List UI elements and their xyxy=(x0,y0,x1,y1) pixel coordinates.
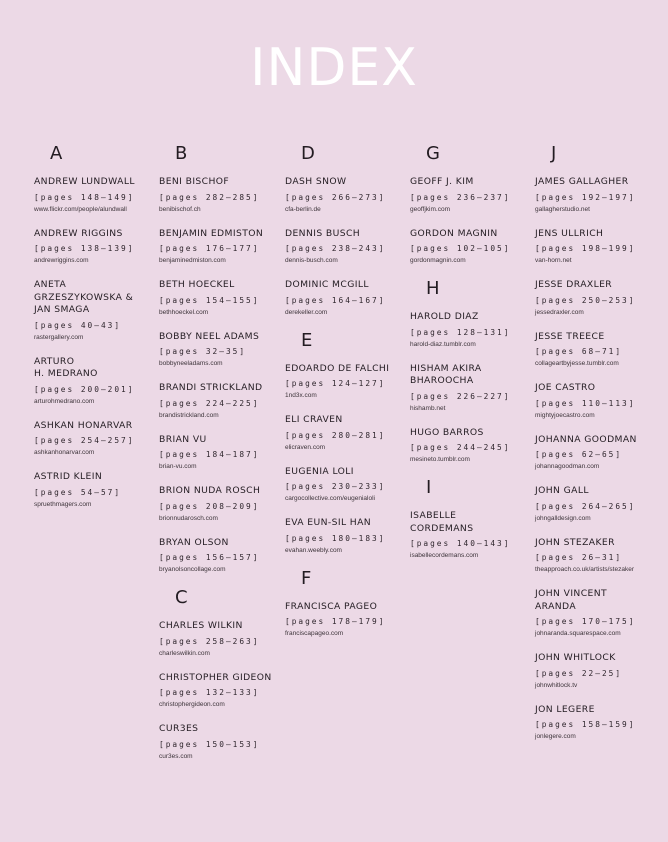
page-range: [pages 184–187] xyxy=(159,450,260,459)
index-entry-jesse-treece xyxy=(535,331,660,370)
artist-url: benibischof.ch xyxy=(159,205,201,213)
artist-url: cfa-berlin.de xyxy=(285,205,321,213)
artist-url: christophergideon.com xyxy=(159,701,225,708)
page-title: INDEX xyxy=(250,38,418,98)
index-entry-cur3es xyxy=(159,723,284,762)
artist-name: ANETA GRZESZYKOWSKA & JAN SMAGA xyxy=(34,279,134,315)
index-entry-charles-wilkin xyxy=(159,620,284,659)
artist-name: JOE CASTRO xyxy=(535,382,596,393)
index-entry-john-stezaker xyxy=(535,537,660,576)
page-range: [pages 264–265] xyxy=(535,501,636,511)
artist-name: HUGO BARROS xyxy=(410,426,484,438)
section-letter-j: J xyxy=(551,143,557,164)
index-entry-dennis-busch xyxy=(285,228,410,267)
index-entry-christopher-gideon xyxy=(159,672,284,711)
index-column-4 xyxy=(410,144,535,574)
page-range: [pages 154–155] xyxy=(159,295,260,305)
page-range: [pages 26–31] xyxy=(535,553,623,562)
artist-name: JOHANNA GOODMAN xyxy=(535,433,637,445)
artist-name: HAROLD DIAZ xyxy=(410,311,479,322)
index-entry-hugo-barros xyxy=(410,427,535,466)
artist-url: brian-vu.com xyxy=(159,463,197,470)
index-entry-geoff-j-kim xyxy=(410,176,535,215)
artist-url: brionnudarosch.com xyxy=(159,514,218,522)
page-range: [pages 224–225] xyxy=(159,398,260,408)
artist-url: cur3es.com xyxy=(159,752,193,760)
page-range: [pages 54–57] xyxy=(34,487,122,497)
index-entry-jens-ullrich xyxy=(535,228,660,267)
index-entry-andrew-riggins xyxy=(34,228,159,267)
artist-name: BRION NUDA ROSCH xyxy=(159,485,261,496)
index-entry-andrew-lundwall xyxy=(34,176,159,215)
artist-url: jonlegere.com xyxy=(535,733,576,740)
section-letter-c: C xyxy=(175,587,188,608)
index-entry-gordon-magnin xyxy=(410,228,535,267)
section-letter-h: H xyxy=(426,278,440,299)
index-entry-beni-bischof xyxy=(159,176,284,215)
artist-url: ashkanhonarvar.com xyxy=(34,449,95,456)
index-entry-eugenia-loli xyxy=(285,466,410,505)
artist-name: JOHN GALL xyxy=(535,485,589,496)
artist-url: johannagoodman.com xyxy=(535,463,600,470)
artist-url: johnwhitlock.tv xyxy=(535,681,578,689)
index-entry-dominic-mcgill xyxy=(285,279,410,318)
artist-url: hishamb.net xyxy=(410,404,446,412)
artist-name: BENI BISCHOF xyxy=(159,176,230,187)
artist-name: FRANCISCA PAGEO xyxy=(285,600,378,612)
artist-url: johnaranda.squarespace.com xyxy=(535,630,621,637)
artist-name: EVA EUN-SIL HAN xyxy=(285,517,372,528)
artist-name: JOHN STEZAKER xyxy=(535,536,615,548)
index-entry-beth-hoeckel xyxy=(159,279,284,318)
artist-url: arturohmedrano.com xyxy=(34,397,95,405)
index-column-3 xyxy=(285,144,410,652)
artist-url: van-horn.net xyxy=(535,257,572,264)
artist-name: JAMES GALLAGHER xyxy=(535,176,629,187)
page-range: [pages 250–253] xyxy=(535,295,636,305)
index-entry-isabelle-cordemans xyxy=(410,510,535,561)
index-entry-bobby-neel-adams xyxy=(159,331,284,370)
artist-name: JOHN WHITLOCK xyxy=(535,652,616,663)
artist-url: dennis-busch.com xyxy=(285,257,338,264)
artist-url: www.flickr.com/people/alundwall xyxy=(34,205,127,213)
page-range: [pages 176–177] xyxy=(159,244,260,253)
artist-name: EUGENIA LOLI xyxy=(285,465,354,477)
page-range: [pages 140–143] xyxy=(410,539,511,548)
artist-name: ELI CRAVEN xyxy=(285,414,343,425)
page-range: [pages 32–35] xyxy=(159,347,247,356)
artist-url: bryanolsoncollage.com xyxy=(159,566,226,573)
page-range: [pages 170–175] xyxy=(535,617,636,626)
artist-name: JESSE DRAXLER xyxy=(535,279,613,290)
artist-name: BETH HOECKEL xyxy=(159,279,235,290)
artist-name: CHARLES WILKIN xyxy=(159,620,243,631)
page-range: [pages 40–43] xyxy=(34,320,122,330)
page-range: [pages 266–273] xyxy=(285,192,386,202)
artist-url: harold-diaz.tumblr.com xyxy=(410,340,476,348)
artist-url: isabellecordemans.com xyxy=(410,552,479,559)
index-entry-james-gallagher xyxy=(535,176,660,215)
artist-url: gallagherstudio.net xyxy=(535,205,590,213)
artist-url: bobbyneeladams.com xyxy=(159,360,223,367)
index-entry-dash-snow xyxy=(285,176,410,215)
index-entry-bryan-olson xyxy=(159,537,284,576)
page-range: [pages 200–201] xyxy=(34,384,135,394)
artist-name: DENNIS BUSCH xyxy=(285,227,361,239)
page-range: [pages 102–105] xyxy=(410,244,511,253)
page-range: [pages 156–157] xyxy=(159,553,260,562)
page-range: [pages 68–71] xyxy=(535,347,623,356)
artist-name: JOHN VINCENT ARANDA xyxy=(535,588,608,612)
page-range: [pages 158–159] xyxy=(535,720,636,729)
page-range: [pages 132–133] xyxy=(159,688,260,697)
artist-name: JENS ULLRICH xyxy=(535,227,604,239)
artist-name: ANDREW LUNDWALL xyxy=(34,176,135,187)
index-entry-jesse-draxler xyxy=(535,279,660,318)
index-entry-astrid-klein xyxy=(34,471,159,510)
index-entry-harold-diaz xyxy=(410,311,535,350)
artist-name: BENJAMIN EDMISTON xyxy=(159,227,264,239)
index-entry-joe-castro xyxy=(535,382,660,421)
page-range: [pages 280–281] xyxy=(285,430,386,440)
page-range: [pages 110–113] xyxy=(535,398,636,408)
page-range: [pages 124–127] xyxy=(285,379,386,388)
artist-url: brandistrickland.com xyxy=(159,411,219,419)
artist-url: rastergallery.com xyxy=(34,333,84,341)
index-entry-jon-legere xyxy=(535,704,660,743)
page-range: [pages 128–131] xyxy=(410,327,511,337)
section-letter-e: E xyxy=(301,329,313,351)
section-letter-d: D xyxy=(301,143,315,164)
artist-name: ASHKAN HONARVAR xyxy=(34,419,133,431)
page-range: [pages 138–139] xyxy=(34,244,135,253)
page-range: [pages 150–153] xyxy=(159,739,260,749)
index-column-5 xyxy=(535,144,660,755)
section-letter-f: F xyxy=(301,567,312,589)
index-entry-eli-craven xyxy=(285,414,410,453)
artist-name: BRIAN VU xyxy=(159,433,207,445)
artist-name: ISABELLE CORDEMANS xyxy=(410,510,474,534)
artist-name: ASTRID KLEIN xyxy=(34,471,103,482)
artist-name: BOBBY NEEL ADAMS xyxy=(159,330,260,342)
page-range: [pages 230–233] xyxy=(285,482,386,491)
index-entry-brandi-strickland xyxy=(159,382,284,421)
section-letter-a: A xyxy=(50,143,63,164)
index-entry-john-gall xyxy=(535,485,660,524)
index-entry-johanna-goodman xyxy=(535,434,660,473)
artist-url: charleswilkin.com xyxy=(159,649,210,657)
artist-name: ANDREW RIGGINS xyxy=(34,227,123,239)
page-range: [pages 178–179] xyxy=(285,617,386,626)
index-entry-aneta-grzeszykowska-jan-smaga xyxy=(34,279,159,343)
artist-url: franciscapageo.com xyxy=(285,630,344,637)
artist-name: JESSE TREECE xyxy=(535,330,605,342)
artist-name: CHRISTOPHER GIDEON xyxy=(159,671,272,683)
artist-name: GEOFF J. KIM xyxy=(410,176,474,187)
artist-name: HISHAM AKIRA BHAROOCHA xyxy=(410,362,482,386)
page-range: [pages 258–263] xyxy=(159,636,260,646)
page-range: [pages 254–257] xyxy=(34,436,135,445)
index-entry-brion-nuda-rosch xyxy=(159,485,284,524)
artist-url: evahan.weebly.com xyxy=(285,546,342,554)
page-range: [pages 22–25] xyxy=(535,668,623,678)
page-range: [pages 164–167] xyxy=(285,295,386,305)
page-range: [pages 62–65] xyxy=(535,450,623,459)
section-letter-b: B xyxy=(175,143,188,164)
index-entry-eva-eun-sil-han xyxy=(285,517,410,556)
artist-url: geoffjkim.com xyxy=(410,205,450,213)
artist-url: mesineto.tumblr.com xyxy=(410,456,470,463)
index-entry-francisca-pageo xyxy=(285,601,410,640)
section-letter-i: I xyxy=(426,477,432,498)
page-range: [pages 236–237] xyxy=(410,192,511,202)
page-range: [pages 208–209] xyxy=(159,501,260,511)
artist-name: JON LEGERE xyxy=(535,703,595,715)
artist-url: mightyjoecastro.com xyxy=(535,411,595,419)
artist-url: benjaminedmiston.com xyxy=(159,257,226,264)
page-range: [pages 226–227] xyxy=(410,391,511,401)
index-entry-hisham-akira-bharoocha xyxy=(410,363,535,414)
page-range: [pages 198–199] xyxy=(535,244,636,253)
artist-name: BRANDI STRICKLAND xyxy=(159,382,263,393)
index-entry-edoardo-de-falchi xyxy=(285,363,410,402)
page-range: [pages 148–149] xyxy=(34,192,135,202)
artist-url: johngalldesign.com xyxy=(535,514,591,522)
index-column-2 xyxy=(159,144,284,775)
artist-name: EDOARDO DE FALCHI xyxy=(285,362,390,374)
page-range: [pages 244–245] xyxy=(410,443,511,452)
artist-url: cargocollective.com/eugenialoli xyxy=(285,495,375,502)
artist-url: 1nd3x.com xyxy=(285,392,317,399)
artist-name: BRYAN OLSON xyxy=(159,536,229,548)
index-entry-benjamin-edmiston xyxy=(159,228,284,267)
artist-name: DASH SNOW xyxy=(285,176,347,187)
artist-url: gordonmagnin.com xyxy=(410,257,466,264)
artist-url: theapproach.co.uk/artists/stezaker xyxy=(535,566,634,573)
artist-url: derekeller.com xyxy=(285,308,328,316)
section-letter-g: G xyxy=(426,143,440,164)
page-range: [pages 238–243] xyxy=(285,244,386,253)
artist-name: CUR3ES xyxy=(159,723,199,734)
index-entry-arturo-h-medrano xyxy=(34,356,159,407)
artist-name: GORDON MAGNIN xyxy=(410,227,498,239)
artist-name: DOMINIC MCGILL xyxy=(285,279,369,290)
artist-url: andrewriggins.com xyxy=(34,257,89,264)
index-entry-john-vincent-aranda xyxy=(535,588,660,639)
artist-name: ARTURO H. MEDRANO xyxy=(34,355,98,379)
page-range: [pages 180–183] xyxy=(285,533,386,543)
index-entry-ashkan-honarvar xyxy=(34,420,159,459)
index-entry-brian-vu xyxy=(159,434,284,473)
page-range: [pages 192–197] xyxy=(535,192,636,202)
page-range: [pages 282–285] xyxy=(159,192,260,202)
index-entry-john-whitlock xyxy=(535,652,660,691)
artist-url: spruethmagers.com xyxy=(34,500,92,508)
artist-url: collageartbyjesse.tumblr.com xyxy=(535,360,619,367)
artist-url: bethhoeckel.com xyxy=(159,308,209,316)
artist-url: elicraven.com xyxy=(285,443,326,451)
index-column-1 xyxy=(34,144,159,523)
artist-url: jessedraxler.com xyxy=(535,308,584,316)
